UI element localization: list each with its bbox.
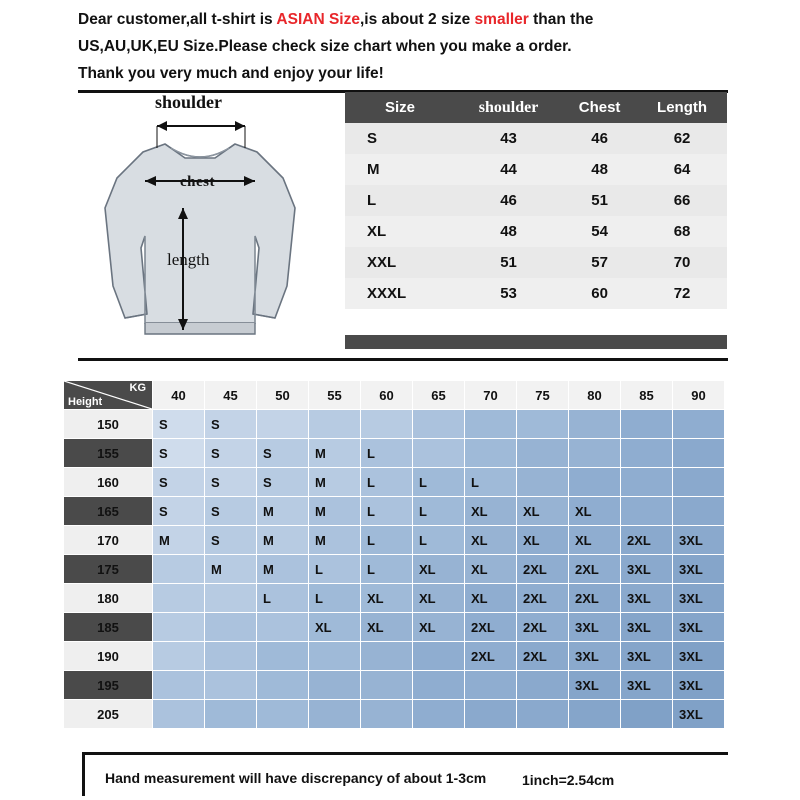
grid-size-cell bbox=[361, 497, 413, 526]
grid-size-cell bbox=[309, 700, 361, 729]
grid-size-value: 3XL bbox=[679, 706, 703, 722]
grid-size-cell bbox=[673, 700, 725, 729]
shoulder-label: shoulder bbox=[155, 92, 223, 112]
grid-size-value: M bbox=[159, 532, 170, 548]
shirt-diagram bbox=[95, 92, 330, 342]
grid-size-cell bbox=[569, 613, 621, 642]
grid-size-value: L bbox=[315, 561, 323, 577]
grid-size-cell bbox=[465, 642, 517, 671]
grid-weight-header: 90 bbox=[673, 381, 725, 410]
grid-size-value: L bbox=[419, 503, 427, 519]
grid-size-value: M bbox=[263, 561, 274, 577]
grid-size-cell bbox=[153, 497, 205, 526]
notice-line-1-part-c: than the bbox=[528, 11, 594, 28]
shoulder-cell: 48 bbox=[455, 216, 562, 247]
grid-size-value: S bbox=[159, 474, 168, 490]
shoulder-cell: 46 bbox=[455, 185, 562, 216]
grid-row bbox=[64, 468, 725, 497]
grid-size-cell bbox=[569, 497, 621, 526]
grid-row bbox=[64, 555, 725, 584]
size-cell: XL bbox=[345, 216, 455, 247]
grid-size-value: XL bbox=[471, 561, 488, 577]
grid-corner-height-label: Height bbox=[68, 396, 103, 408]
grid-size-cell bbox=[309, 613, 361, 642]
grid-height-label: 160 bbox=[64, 468, 153, 497]
grid-header-row bbox=[64, 381, 725, 410]
chest-cell: 46 bbox=[562, 123, 637, 154]
grid-size-value: 2XL bbox=[471, 619, 495, 635]
grid-size-value: 2XL bbox=[523, 590, 547, 606]
grid-weight-header: 75 bbox=[517, 381, 569, 410]
grid-size-cell bbox=[413, 439, 465, 468]
grid-size-value: L bbox=[367, 532, 375, 548]
grid-size-cell bbox=[361, 671, 413, 700]
grid-size-cell bbox=[569, 555, 621, 584]
length-label: length bbox=[167, 250, 210, 269]
grid-size-cell bbox=[361, 613, 413, 642]
grid-size-cell bbox=[517, 468, 569, 497]
grid-size-cell bbox=[413, 526, 465, 555]
length-cell: 66 bbox=[637, 185, 727, 216]
grid-size-value: 3XL bbox=[627, 648, 651, 664]
grid-size-cell bbox=[153, 613, 205, 642]
grid-size-cell bbox=[205, 642, 257, 671]
grid-size-value: 3XL bbox=[679, 532, 703, 548]
size-cell: L bbox=[345, 185, 455, 216]
grid-row bbox=[64, 526, 725, 555]
grid-size-cell bbox=[257, 526, 309, 555]
grid-row bbox=[64, 584, 725, 613]
grid-size-cell bbox=[413, 671, 465, 700]
grid-size-cell bbox=[465, 584, 517, 613]
section-divider bbox=[78, 358, 728, 361]
height-weight-grid bbox=[63, 380, 725, 729]
grid-size-value: 3XL bbox=[575, 677, 599, 693]
size-cell: M bbox=[345, 154, 455, 185]
grid-size-value: 3XL bbox=[627, 561, 651, 577]
grid-size-cell bbox=[153, 468, 205, 497]
grid-row bbox=[64, 439, 725, 468]
grid-size-cell bbox=[309, 497, 361, 526]
grid-size-value: 2XL bbox=[523, 561, 547, 577]
grid-size-cell bbox=[205, 700, 257, 729]
grid-size-value: XL bbox=[523, 532, 540, 548]
grid-size-value: S bbox=[159, 445, 168, 461]
grid-size-value: XL bbox=[367, 590, 384, 606]
grid-size-value: 3XL bbox=[679, 677, 703, 693]
grid-size-value: S bbox=[211, 445, 220, 461]
grid-size-cell bbox=[569, 526, 621, 555]
grid-size-value: 3XL bbox=[575, 648, 599, 664]
grid-size-cell bbox=[465, 410, 517, 439]
grid-size-cell bbox=[205, 497, 257, 526]
grid-size-cell bbox=[205, 410, 257, 439]
grid-weight-header: 70 bbox=[465, 381, 517, 410]
grid-size-value: XL bbox=[419, 590, 436, 606]
grid-height-label: 155 bbox=[64, 439, 153, 468]
grid-corner-kg-label: KG bbox=[129, 382, 146, 394]
grid-size-cell bbox=[465, 555, 517, 584]
grid-size-cell bbox=[309, 642, 361, 671]
notice-smaller-highlight: smaller bbox=[474, 11, 529, 28]
grid-size-value: M bbox=[211, 561, 222, 577]
grid-size-cell bbox=[673, 410, 725, 439]
grid-size-cell bbox=[309, 468, 361, 497]
grid-weight-header: 45 bbox=[205, 381, 257, 410]
grid-size-cell bbox=[153, 410, 205, 439]
grid-height-label: 165 bbox=[64, 497, 153, 526]
grid-size-value: L bbox=[367, 561, 375, 577]
grid-size-value: S bbox=[159, 416, 168, 432]
size-table-footer-bar bbox=[345, 335, 727, 349]
shoulder-cell: 44 bbox=[455, 154, 562, 185]
grid-height-label: 180 bbox=[64, 584, 153, 613]
notice-line-1-part-a: Dear customer,all t-shirt is bbox=[78, 11, 277, 28]
grid-size-cell bbox=[257, 613, 309, 642]
grid-size-value: XL bbox=[575, 503, 592, 519]
size-measurement-table bbox=[345, 92, 727, 309]
grid-size-cell bbox=[465, 439, 517, 468]
grid-size-cell bbox=[621, 642, 673, 671]
grid-size-cell bbox=[413, 642, 465, 671]
grid-size-cell bbox=[205, 468, 257, 497]
grid-size-cell bbox=[465, 671, 517, 700]
grid-size-value: L bbox=[315, 590, 323, 606]
grid-size-cell bbox=[465, 700, 517, 729]
grid-size-cell bbox=[465, 497, 517, 526]
grid-body bbox=[64, 410, 725, 729]
grid-row bbox=[64, 642, 725, 671]
size-cell: XXXL bbox=[345, 278, 455, 309]
notice-line-3: Thank you very much and enjoy your life! bbox=[78, 65, 384, 82]
grid-size-cell bbox=[257, 700, 309, 729]
chest-cell: 48 bbox=[562, 154, 637, 185]
notice-line-1 bbox=[78, 6, 758, 33]
grid-size-cell bbox=[205, 555, 257, 584]
table-row bbox=[345, 185, 727, 216]
grid-size-cell bbox=[257, 584, 309, 613]
size-table-body bbox=[345, 123, 727, 309]
chest-label: chest bbox=[180, 174, 215, 190]
size-table-head bbox=[345, 92, 727, 123]
shirt-illustration-icon bbox=[95, 108, 330, 338]
grid-size-value: 3XL bbox=[679, 648, 703, 664]
length-cell: 68 bbox=[637, 216, 727, 247]
grid-size-cell bbox=[309, 439, 361, 468]
grid-size-value: 2XL bbox=[471, 648, 495, 664]
grid-size-cell bbox=[309, 584, 361, 613]
grid-size-cell bbox=[569, 439, 621, 468]
grid-size-cell bbox=[621, 671, 673, 700]
grid-size-value: S bbox=[159, 503, 168, 519]
grid-size-cell bbox=[257, 555, 309, 584]
grid-size-cell bbox=[673, 497, 725, 526]
grid-size-cell bbox=[465, 526, 517, 555]
table-row bbox=[345, 247, 727, 278]
grid-size-value: XL bbox=[315, 619, 332, 635]
length-cell: 64 bbox=[637, 154, 727, 185]
length-cell: 72 bbox=[637, 278, 727, 309]
grid-size-cell bbox=[621, 613, 673, 642]
grid-size-cell bbox=[361, 468, 413, 497]
grid-size-value: XL bbox=[419, 561, 436, 577]
length-cell: 70 bbox=[637, 247, 727, 278]
grid-size-cell bbox=[361, 526, 413, 555]
grid-size-value: S bbox=[263, 445, 272, 461]
grid-size-cell bbox=[413, 410, 465, 439]
grid-weight-header: 60 bbox=[361, 381, 413, 410]
grid-size-cell bbox=[673, 671, 725, 700]
grid-size-cell bbox=[621, 410, 673, 439]
grid-size-cell bbox=[621, 497, 673, 526]
table-row bbox=[345, 216, 727, 247]
grid-size-cell bbox=[153, 584, 205, 613]
footer-conversion: 1inch=2.54cm bbox=[522, 772, 615, 788]
grid-size-value: L bbox=[367, 503, 375, 519]
grid-size-value: S bbox=[211, 474, 220, 490]
grid-size-value: L bbox=[419, 532, 427, 548]
grid-weight-header: 80 bbox=[569, 381, 621, 410]
grid-size-cell bbox=[361, 555, 413, 584]
size-table-header-shoulder: shoulder bbox=[455, 92, 562, 123]
grid-size-cell bbox=[361, 584, 413, 613]
footer-note: Hand measurement will have discrepancy of about 1-3cm bbox=[105, 770, 487, 786]
grid-size-cell bbox=[205, 439, 257, 468]
grid-size-cell bbox=[361, 410, 413, 439]
grid-size-cell bbox=[309, 671, 361, 700]
grid-size-cell bbox=[413, 584, 465, 613]
grid-size-value: XL bbox=[575, 532, 592, 548]
grid-size-cell bbox=[309, 410, 361, 439]
size-table-header-length: Length bbox=[637, 92, 727, 123]
size-cell: XXL bbox=[345, 247, 455, 278]
size-cell: S bbox=[345, 123, 455, 154]
grid-size-cell bbox=[569, 468, 621, 497]
grid-weight-header: 50 bbox=[257, 381, 309, 410]
chest-cell: 51 bbox=[562, 185, 637, 216]
grid-size-cell bbox=[517, 439, 569, 468]
grid-size-cell bbox=[153, 555, 205, 584]
grid-size-value: M bbox=[263, 503, 274, 519]
grid-size-cell bbox=[673, 555, 725, 584]
grid-size-value: L bbox=[367, 474, 375, 490]
grid-size-cell bbox=[621, 526, 673, 555]
size-table-header-size: Size bbox=[345, 92, 455, 123]
footer-divider-top bbox=[82, 752, 728, 755]
grid-weight-header: 65 bbox=[413, 381, 465, 410]
grid-size-cell bbox=[153, 700, 205, 729]
grid-size-value: 3XL bbox=[627, 619, 651, 635]
notice-line-2: US,AU,UK,EU Size.Please check size chart when you make a order. bbox=[78, 38, 572, 55]
grid-size-value: M bbox=[315, 532, 326, 548]
grid-size-value: 3XL bbox=[575, 619, 599, 635]
grid-weight-header: 85 bbox=[621, 381, 673, 410]
grid-size-cell bbox=[517, 410, 569, 439]
grid-corner-cell bbox=[64, 381, 153, 410]
grid-size-cell bbox=[673, 613, 725, 642]
grid-size-cell bbox=[205, 671, 257, 700]
grid-size-value: M bbox=[263, 532, 274, 548]
length-cell: 62 bbox=[637, 123, 727, 154]
grid-size-cell bbox=[257, 642, 309, 671]
grid-size-value: S bbox=[263, 474, 272, 490]
chest-cell: 54 bbox=[562, 216, 637, 247]
grid-height-label: 190 bbox=[64, 642, 153, 671]
chest-cell: 60 bbox=[562, 278, 637, 309]
grid-size-value: 3XL bbox=[679, 619, 703, 635]
notice-asian-size-highlight: ASIAN Size bbox=[276, 11, 360, 28]
grid-size-cell bbox=[413, 555, 465, 584]
grid-size-cell bbox=[517, 497, 569, 526]
grid-size-value: 2XL bbox=[575, 561, 599, 577]
grid-size-cell bbox=[205, 584, 257, 613]
grid-size-value: M bbox=[315, 503, 326, 519]
grid-size-cell bbox=[673, 439, 725, 468]
grid-size-cell bbox=[465, 468, 517, 497]
grid-size-value: S bbox=[211, 503, 220, 519]
shoulder-cell: 51 bbox=[455, 247, 562, 278]
grid-size-cell bbox=[257, 468, 309, 497]
grid-size-value: M bbox=[315, 474, 326, 490]
grid-height-label: 195 bbox=[64, 671, 153, 700]
grid-size-cell bbox=[569, 584, 621, 613]
grid-size-cell bbox=[413, 613, 465, 642]
grid-size-value: 3XL bbox=[679, 590, 703, 606]
grid-size-cell bbox=[621, 584, 673, 613]
grid-size-value: 2XL bbox=[575, 590, 599, 606]
size-table-header-chest: Chest bbox=[562, 92, 637, 123]
table-row bbox=[345, 123, 727, 154]
grid-height-label: 150 bbox=[64, 410, 153, 439]
grid-row bbox=[64, 497, 725, 526]
grid-size-value: XL bbox=[471, 503, 488, 519]
grid-size-cell bbox=[517, 584, 569, 613]
grid-size-cell bbox=[673, 468, 725, 497]
grid-row bbox=[64, 671, 725, 700]
table-row bbox=[345, 278, 727, 309]
shoulder-cell: 53 bbox=[455, 278, 562, 309]
shoulder-cell: 43 bbox=[455, 123, 562, 154]
grid-size-cell bbox=[257, 439, 309, 468]
grid-size-cell bbox=[673, 584, 725, 613]
grid-size-value: 2XL bbox=[523, 619, 547, 635]
grid-size-cell bbox=[413, 497, 465, 526]
grid-size-value: L bbox=[367, 445, 375, 461]
grid-size-cell bbox=[465, 613, 517, 642]
grid-size-cell bbox=[569, 410, 621, 439]
grid-size-cell bbox=[413, 700, 465, 729]
grid-size-value: 3XL bbox=[627, 677, 651, 693]
grid-size-cell bbox=[569, 671, 621, 700]
grid-size-cell bbox=[621, 439, 673, 468]
grid-head bbox=[64, 381, 725, 410]
grid-size-value: XL bbox=[471, 590, 488, 606]
grid-size-cell bbox=[673, 526, 725, 555]
grid-row bbox=[64, 700, 725, 729]
grid-height-label: 170 bbox=[64, 526, 153, 555]
grid-size-value: 3XL bbox=[627, 590, 651, 606]
grid-size-value: 2XL bbox=[523, 648, 547, 664]
grid-size-value: XL bbox=[471, 532, 488, 548]
grid-size-cell bbox=[205, 526, 257, 555]
grid-size-cell bbox=[517, 700, 569, 729]
grid-size-cell bbox=[257, 671, 309, 700]
grid-size-cell bbox=[309, 555, 361, 584]
grid-size-cell bbox=[361, 642, 413, 671]
grid-size-cell bbox=[621, 468, 673, 497]
grid-size-value: 3XL bbox=[679, 561, 703, 577]
grid-size-cell bbox=[673, 642, 725, 671]
grid-size-value: M bbox=[315, 445, 326, 461]
grid-size-value: L bbox=[263, 590, 271, 606]
grid-size-cell bbox=[413, 468, 465, 497]
grid-size-value: L bbox=[471, 474, 479, 490]
grid-size-cell bbox=[517, 613, 569, 642]
footer-divider-left bbox=[82, 752, 85, 796]
grid-size-cell bbox=[569, 642, 621, 671]
grid-size-cell bbox=[153, 439, 205, 468]
grid-size-cell bbox=[569, 700, 621, 729]
notice-block bbox=[78, 6, 758, 87]
grid-size-cell bbox=[361, 439, 413, 468]
grid-size-cell bbox=[309, 526, 361, 555]
grid-weight-header: 40 bbox=[153, 381, 205, 410]
size-table-header-row bbox=[345, 92, 727, 123]
grid-size-cell bbox=[153, 526, 205, 555]
grid-size-cell bbox=[517, 526, 569, 555]
grid-row bbox=[64, 410, 725, 439]
grid-size-cell bbox=[205, 613, 257, 642]
grid-height-label: 205 bbox=[64, 700, 153, 729]
grid-weight-header: 55 bbox=[309, 381, 361, 410]
grid-size-value: 2XL bbox=[627, 532, 651, 548]
grid-size-cell bbox=[257, 410, 309, 439]
grid-size-value: S bbox=[211, 532, 220, 548]
grid-size-cell bbox=[257, 497, 309, 526]
grid-size-cell bbox=[621, 555, 673, 584]
grid-size-cell bbox=[517, 555, 569, 584]
grid-size-value: S bbox=[211, 416, 220, 432]
grid-size-cell bbox=[621, 700, 673, 729]
grid-size-value: L bbox=[419, 474, 427, 490]
grid-size-cell bbox=[517, 671, 569, 700]
grid-size-cell bbox=[153, 642, 205, 671]
grid-size-value: XL bbox=[367, 619, 384, 635]
grid-row bbox=[64, 613, 725, 642]
height-weight-table bbox=[63, 380, 725, 729]
chest-cell: 57 bbox=[562, 247, 637, 278]
table-row bbox=[345, 154, 727, 185]
grid-size-cell bbox=[361, 700, 413, 729]
grid-size-cell bbox=[517, 642, 569, 671]
grid-size-cell bbox=[153, 671, 205, 700]
grid-size-value: XL bbox=[523, 503, 540, 519]
notice-line-1-part-b: ,is about 2 size bbox=[359, 11, 475, 28]
grid-size-value: XL bbox=[419, 619, 436, 635]
grid-height-label: 175 bbox=[64, 555, 153, 584]
grid-height-label: 185 bbox=[64, 613, 153, 642]
